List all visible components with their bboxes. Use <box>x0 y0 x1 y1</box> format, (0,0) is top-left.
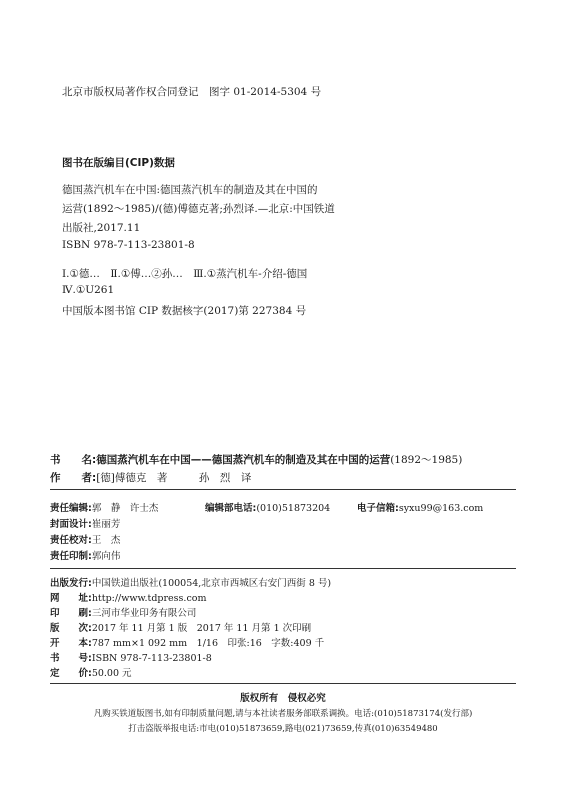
book-title-label: 书 名: <box>50 454 97 466</box>
book-title-row <box>50 452 462 467</box>
cip-line-isbn: ISBN 978-7-113-23801-8 <box>62 239 195 251</box>
pub-value: 50.00 元 <box>91 668 132 679</box>
pub-value: ISBN 978-7-113-23801-8 <box>91 653 212 664</box>
quality-notice: 凡购买铁道版图书,如有印制质量问题,请与本社读者服务部联系调换。电话:(010)51873174(发行部) <box>93 709 473 719</box>
pub-label: 印 刷: <box>50 608 92 619</box>
staff-editor-row <box>50 500 158 514</box>
book-title-value: 德国蒸汽机车在中国——德国蒸汽机车的制造及其在中国的运营 <box>96 454 391 466</box>
pub-value: 中国铁道出版社(100054,北京市西城区右安门西街 8 号) <box>91 578 332 589</box>
pub-label: 版 次: <box>50 623 92 634</box>
cip-line-1: 德国蒸汽机车在中国:德国蒸汽机车的制造及其在中国的 <box>62 184 318 196</box>
email-label: 电子信箱: <box>357 503 399 514</box>
book-title-years: (1892～1985) <box>390 454 463 466</box>
proof-label: 责任校对: <box>50 535 92 546</box>
pub-value: 2017 年 11 月第 1 版 2017 年 11 月第 1 次印刷 <box>91 623 312 634</box>
print-value: 郭向伟 <box>91 551 121 562</box>
proof-value: 王 杰 <box>91 535 121 546</box>
pub-row-edition <box>50 620 311 634</box>
staff-email-row <box>357 500 483 514</box>
book-author-row <box>50 470 251 485</box>
cover-label: 封面设计: <box>50 519 92 530</box>
pub-value: http://www.tdpress.com <box>91 593 207 604</box>
pub-value: 三河市华业印务有限公司 <box>91 608 197 619</box>
staff-print-row <box>50 548 120 562</box>
staff-proof-row <box>50 532 120 546</box>
divider-1 <box>50 489 516 490</box>
pub-label: 开 本: <box>50 638 92 649</box>
editor-value: 郭 静 许士杰 <box>91 503 159 514</box>
cip-line-classification-2: Ⅳ.①U261 <box>62 284 115 296</box>
divider-2 <box>50 568 516 569</box>
pub-label: 书 号: <box>50 653 92 664</box>
cip-heading: 图书在版编目(CIP)数据 <box>62 157 175 169</box>
piracy-hotline: 打击盗版举报电话:市电(010)51873659,路电(021)73659,传真(010)63549480 <box>128 724 438 734</box>
pub-row-format <box>50 635 324 649</box>
email-value: syxu99@163.com <box>398 503 484 514</box>
staff-cover-row <box>50 516 120 530</box>
cip-core-number: 中国版本图书馆 CIP 数据核字(2017)第 227384 号 <box>62 305 307 317</box>
rights-reserved: 版权所有 侵权必究 <box>240 693 326 704</box>
phone-label: 编辑部电话: <box>205 503 257 514</box>
pub-row-printer <box>50 605 196 619</box>
cip-line-classification: Ⅰ.①德… Ⅱ.①傅…②孙… Ⅲ.①蒸汽机车-介绍-德国 <box>62 268 308 280</box>
pub-row-website <box>50 590 207 604</box>
copyright-registration: 北京市版权局著作权合同登记 图字 01-2014-5304 号 <box>62 86 322 98</box>
pub-label: 定 价: <box>50 668 92 679</box>
print-label: 责任印制: <box>50 551 92 562</box>
cip-line-2: 运营(1892～1985)/(德)傅德克著;孙烈译.—北京:中国铁道 <box>62 203 335 215</box>
book-author-value: [德]傅德克 著 孙 烈 译 <box>96 472 252 484</box>
book-author-label: 作 者: <box>50 472 97 484</box>
cover-value: 崔丽芳 <box>91 519 121 530</box>
pub-row-price <box>50 665 132 679</box>
pub-label: 网 址: <box>50 593 92 604</box>
cip-line-3: 出版社,2017.11 <box>62 222 141 234</box>
editor-label: 责任编辑: <box>50 503 92 514</box>
divider-3 <box>50 683 516 684</box>
pub-value: 787 mm×1 092 mm 1/16 印张:16 字数:409 千 <box>91 638 325 649</box>
phone-value: (010)51873204 <box>256 503 331 514</box>
pub-row-publisher <box>50 575 331 589</box>
staff-phone-row <box>205 500 330 514</box>
pub-row-isbn <box>50 650 212 664</box>
pub-label: 出版发行: <box>50 578 92 589</box>
